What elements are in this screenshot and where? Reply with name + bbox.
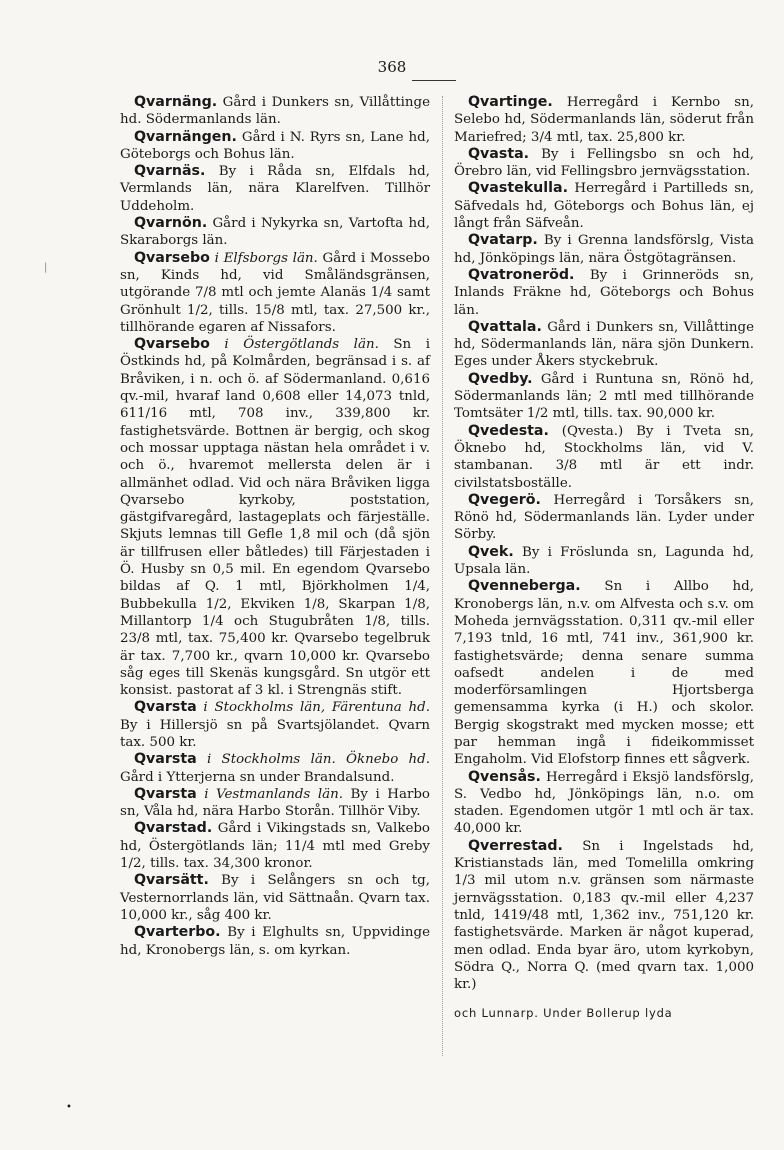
entry: Qvarstad. Gård i Vikingstads sn, Valkebo hd, Östergötlands län; 11/4 mtl med Greby 1/2, tills. tax. 34,300 kronor. [120, 820, 430, 872]
entry: Qvedesta. (Qvesta.) By i Tveta sn, Öknebo hd, Stockholms län, vid V. stambanan. 3/8 mtl är ett indr. civilstatsboställe. [454, 422, 754, 491]
entry: Qvarsebo i Östergötlands län. Sn i Östkinds hd, på Kolmården, begränsad i s. af Bråviken, i n. och ö. af Södermanland. 0,616 qv.-mil, hvaraf land 0,608 eller 14,073 tnld, 611/16 mtl, 708 inv., 339,800 kr. fastighetsvärde. Bottnen är bergig, och skog och mossar upptaga nästan hela området i v. och ö., hvaremot mellersta delen är i allmänhet odlad. Vid och nära Bråviken ligga Qvarsebo kyrkoby, poststation, gästgifvaregård, lastageplats och färjeställe. Skjuts lemnas till Gefle 1,8 mil och (då sjön är tillfrusen eller båtledes) till Färjestaden i Ö. Husby sn 0,5 mil. En egendom Qvarsebo bildas af Q. 1 mtl, Björkholmen 1/4, Bubbekulla 1/2, Ekviken 1/8, Skarpan 1/8, Millantorp 1/4 och Stugubråten 1/8, tills. 23/8 mtl, tax. 75,400 kr. Qvarsebo tegelbruk är tax. 7,700 kr., qvarn 10,000 kr. Qvarsebo såg eges till Skenäs kungsgård. Sn utgör ett konsist. pastorat af 3 kl. i Strengnäs stift. [120, 336, 430, 699]
entry: Qvarsebo i Elfsborgs län. Gård i Mossebo sn, Kinds hd, vid Småländsgränsen, utgörande 7/8 mtl och jemte Alanäs 1/4 samt Grönhult 1/2, tills. 15/8 mtl, tax. 27,500 kr., tillhörande egaren af Nissafors. [120, 249, 430, 335]
entry: Qvastekulla. Herregård i Partilleds sn, Säfvedals hd, Göteborgs och Bohus län, ej långt från Säfveån. [454, 180, 754, 232]
entry: Qvarnäs. By i Råda sn, Elfdals hd, Vermlands län, nära Klarelfven. Tillhör Uddeholm. [120, 163, 430, 214]
page-number-rule [412, 80, 456, 81]
left-column [120, 94, 430, 959]
entry: Qvattala. Gård i Dunkers sn, Villåttinge hd, Södermanlands län, nära sjön Dunkern. Eges under Åkers styckebruk. [454, 318, 754, 370]
entry: Qvarnön. Gård i Nykyrka sn, Vartofta hd, Skaraborgs län. [120, 215, 430, 249]
entry: Qvarsta i Stockholms län, Färentuna hd. By i Hillersjö sn på Svartsjölandet. Qvarn tax. 500 kr. [120, 699, 430, 750]
page-number: 368 [377, 58, 407, 76]
entry: Qvatarp. By i Grenna landsförslg, Vista hd, Jönköpings län, nära Östgötagränsen. [454, 232, 754, 266]
entry: Qvarsätt. By i Selångers sn och tg, Vesternorrlands län, vid Sättnaån. Qvarn tax. 10,000 kr., såg 400 kr. [120, 872, 430, 923]
right-column [454, 94, 754, 1034]
entry: Qvarsta i Stockholms län. Öknebo hd. Gård i Ytterjerna sn under Brandalsund. [120, 751, 430, 785]
entry: Qverrestad. Sn i Ingelstads hd, Kristianstads län, med Tomelilla omkring 1/3 mil utom n.v. gränsen som närmaste jernvägsstation. 0,183 qv.-mil eller 4,237 tnld, 1419/48 mtl, 1,362 inv., 751,120 kr. fastighetsvärde. Marken är något kuperad, men odlad. Enda byar äro, utom kyrkobyn, Södra Q., Norra Q. (med qvarn tax. 1,000 kr.) [454, 837, 754, 993]
entry: Qvatroneröd. By i Grinneröds sn, Inlands Fräkne hd, Göteborgs och Bohus län. [454, 266, 754, 318]
entry: Qvarnängen. Gård i N. Ryrs sn, Lane hd, Göteborgs och Bohus län. [120, 128, 430, 162]
entry: Qvarnäng. Gård i Dunkers sn, Villåttinge hd. Södermanlands län. [120, 94, 430, 128]
entry: Qvarterbo. By i Elghults sn, Uppvidinge hd, Kronobergs län, s. om kyrkan. [120, 924, 430, 958]
entry: Qvartinge. Herregård i Kernbo sn, Selebo hd, Södermanlands län, söderut från Mariefred; 3/4 mtl, tax. 25,800 kr. [454, 94, 754, 145]
margin-mark: • [66, 1102, 72, 1113]
entry: Qvenneberga. Sn i Allbo hd, Kronobergs län, n.v. om Alfvesta och s.v. om Moheda jernvägsstation. 0,311 qv.-mil eller 7,193 tnld, 16 mtl, 741 inv., 361,900 kr. fastighetsvärde; denna senare summa oafsedt andelen i de med moderförsamlingen Hjortsberga gemensamma kyrka (i H.) och skolor. Bergig skogstrakt med mycken mosse; ett par hemman ingå i fideikommisset Engaholm. Vid Elofstorp finnes ett sågverk. [454, 578, 754, 768]
entry: Qvedby. Gård i Runtuna sn, Rönö hd, Södermanlands län; 2 mtl med tillhörande Tomtsäter 1/2 mtl, tills. tax. 90,000 kr. [454, 370, 754, 422]
entry: Qvasta. By i Fellingsbo sn och hd, Örebro län, vid Fellingsbro jernvägsstation. [454, 145, 754, 180]
entry: Qvek. By i Fröslunda sn, Lagunda hd, Upsala län. [454, 543, 754, 578]
footline: och Lunnarp. Under Bollerup lyda [454, 1005, 673, 1020]
entry: Qvarsta i Vestmanlands län. By i Harbo sn, Våla hd, nära Harbo Storån. Tillhör Viby. [120, 785, 430, 820]
column-divider [442, 96, 443, 1056]
entry: Qvensås. Herregård i Eksjö landsförslg, S. Vedbo hd, Jönköpings län, n.o. om staden. Egendomen utgör 1 mtl och är tax. 40,000 kr. [454, 768, 754, 837]
margin-tick: | [44, 262, 48, 273]
entry: Qvegerö. Herregård i Torsåkers sn, Rönö hd, Södermanlands län. Lyder under Sörby. [454, 491, 754, 543]
